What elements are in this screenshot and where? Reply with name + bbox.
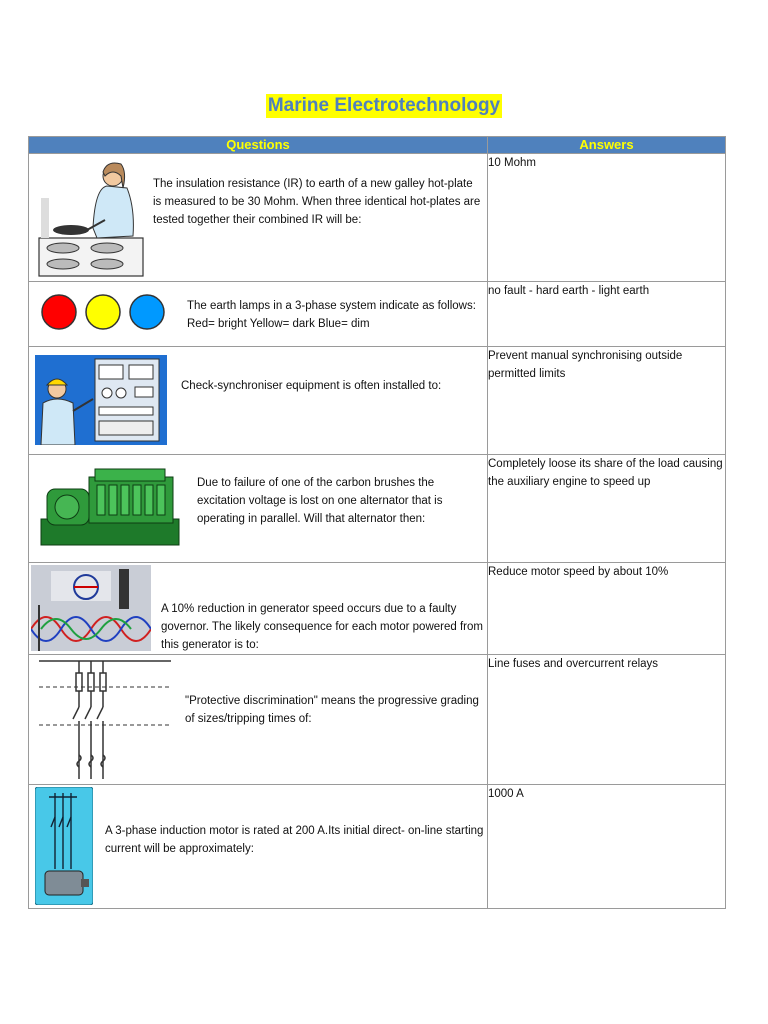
answers-header: Answers	[488, 137, 726, 154]
answer-cell: Reduce motor speed by about 10%	[488, 563, 726, 655]
table-row	[29, 455, 726, 563]
fuse-circuit-icon	[39, 659, 171, 781]
answer-cell: Line fuses and overcurrent relays	[488, 655, 726, 785]
question-cell	[29, 785, 488, 909]
title-wrapper	[0, 94, 768, 118]
generator-engine-icon	[37, 463, 183, 553]
answer-cell: Prevent manual synchronising outside permitted limits	[488, 347, 726, 455]
answer-cell: 1000 A	[488, 785, 726, 909]
qa-table	[28, 136, 726, 909]
question-cell	[29, 347, 488, 455]
question-text: "Protective discrimination" means the progressive grading of sizes/tripping times of:	[185, 695, 479, 725]
table-row	[29, 785, 726, 909]
question-cell	[29, 282, 488, 347]
question-text: The earth lamps in a 3-phase system indicate as follows: Red= bright Yellow= dark Blue= dim	[187, 300, 476, 330]
answer-cell: no fault - hard earth - light earth	[488, 282, 726, 347]
question-text: Due to failure of one of the carbon brushes the excitation voltage is lost on one alternator that is operating in parallel. Will that alternator then:	[197, 477, 443, 525]
table-header-row	[29, 137, 726, 154]
sine-waves-icon	[31, 565, 151, 651]
table-row	[29, 655, 726, 785]
earth-lamps-icon	[39, 292, 169, 332]
switchboard-engineer-icon	[35, 355, 167, 445]
yellow-lamp-icon	[86, 295, 120, 329]
table-row	[29, 347, 726, 455]
question-text: The insulation resistance (IR) to earth of a new galley hot-plate is measured to be 30 Mohm. When three identical hot-plates are tested together their combined IR will be:	[153, 178, 481, 226]
table-row	[29, 154, 726, 282]
question-text: Check-synchroniser equipment is often installed to:	[181, 380, 442, 392]
question-cell	[29, 455, 488, 563]
questions-header: Questions	[29, 137, 488, 154]
question-cell	[29, 154, 488, 282]
red-lamp-icon	[42, 295, 76, 329]
answer-cell: 10 Mohm	[488, 154, 726, 282]
question-text: A 10% reduction in generator speed occurs due to a faulty governor. The likely consequence for each motor powered from this generator is to:	[161, 603, 483, 651]
question-text: A 3-phase induction motor is rated at 200 A.Its initial direct- on-line starting current will be approximately:	[105, 825, 484, 855]
answer-cell: Completely loose its share of the load causing the auxiliary engine to speed up	[488, 455, 726, 563]
table-row	[29, 563, 726, 655]
question-cell	[29, 655, 488, 785]
question-cell	[29, 563, 488, 655]
page-title: Marine Electrotechnology	[267, 95, 501, 116]
motor-circuit-icon	[35, 787, 93, 905]
blue-lamp-icon	[130, 295, 164, 329]
person-cooking-icon	[35, 158, 147, 278]
table-row	[29, 282, 726, 347]
